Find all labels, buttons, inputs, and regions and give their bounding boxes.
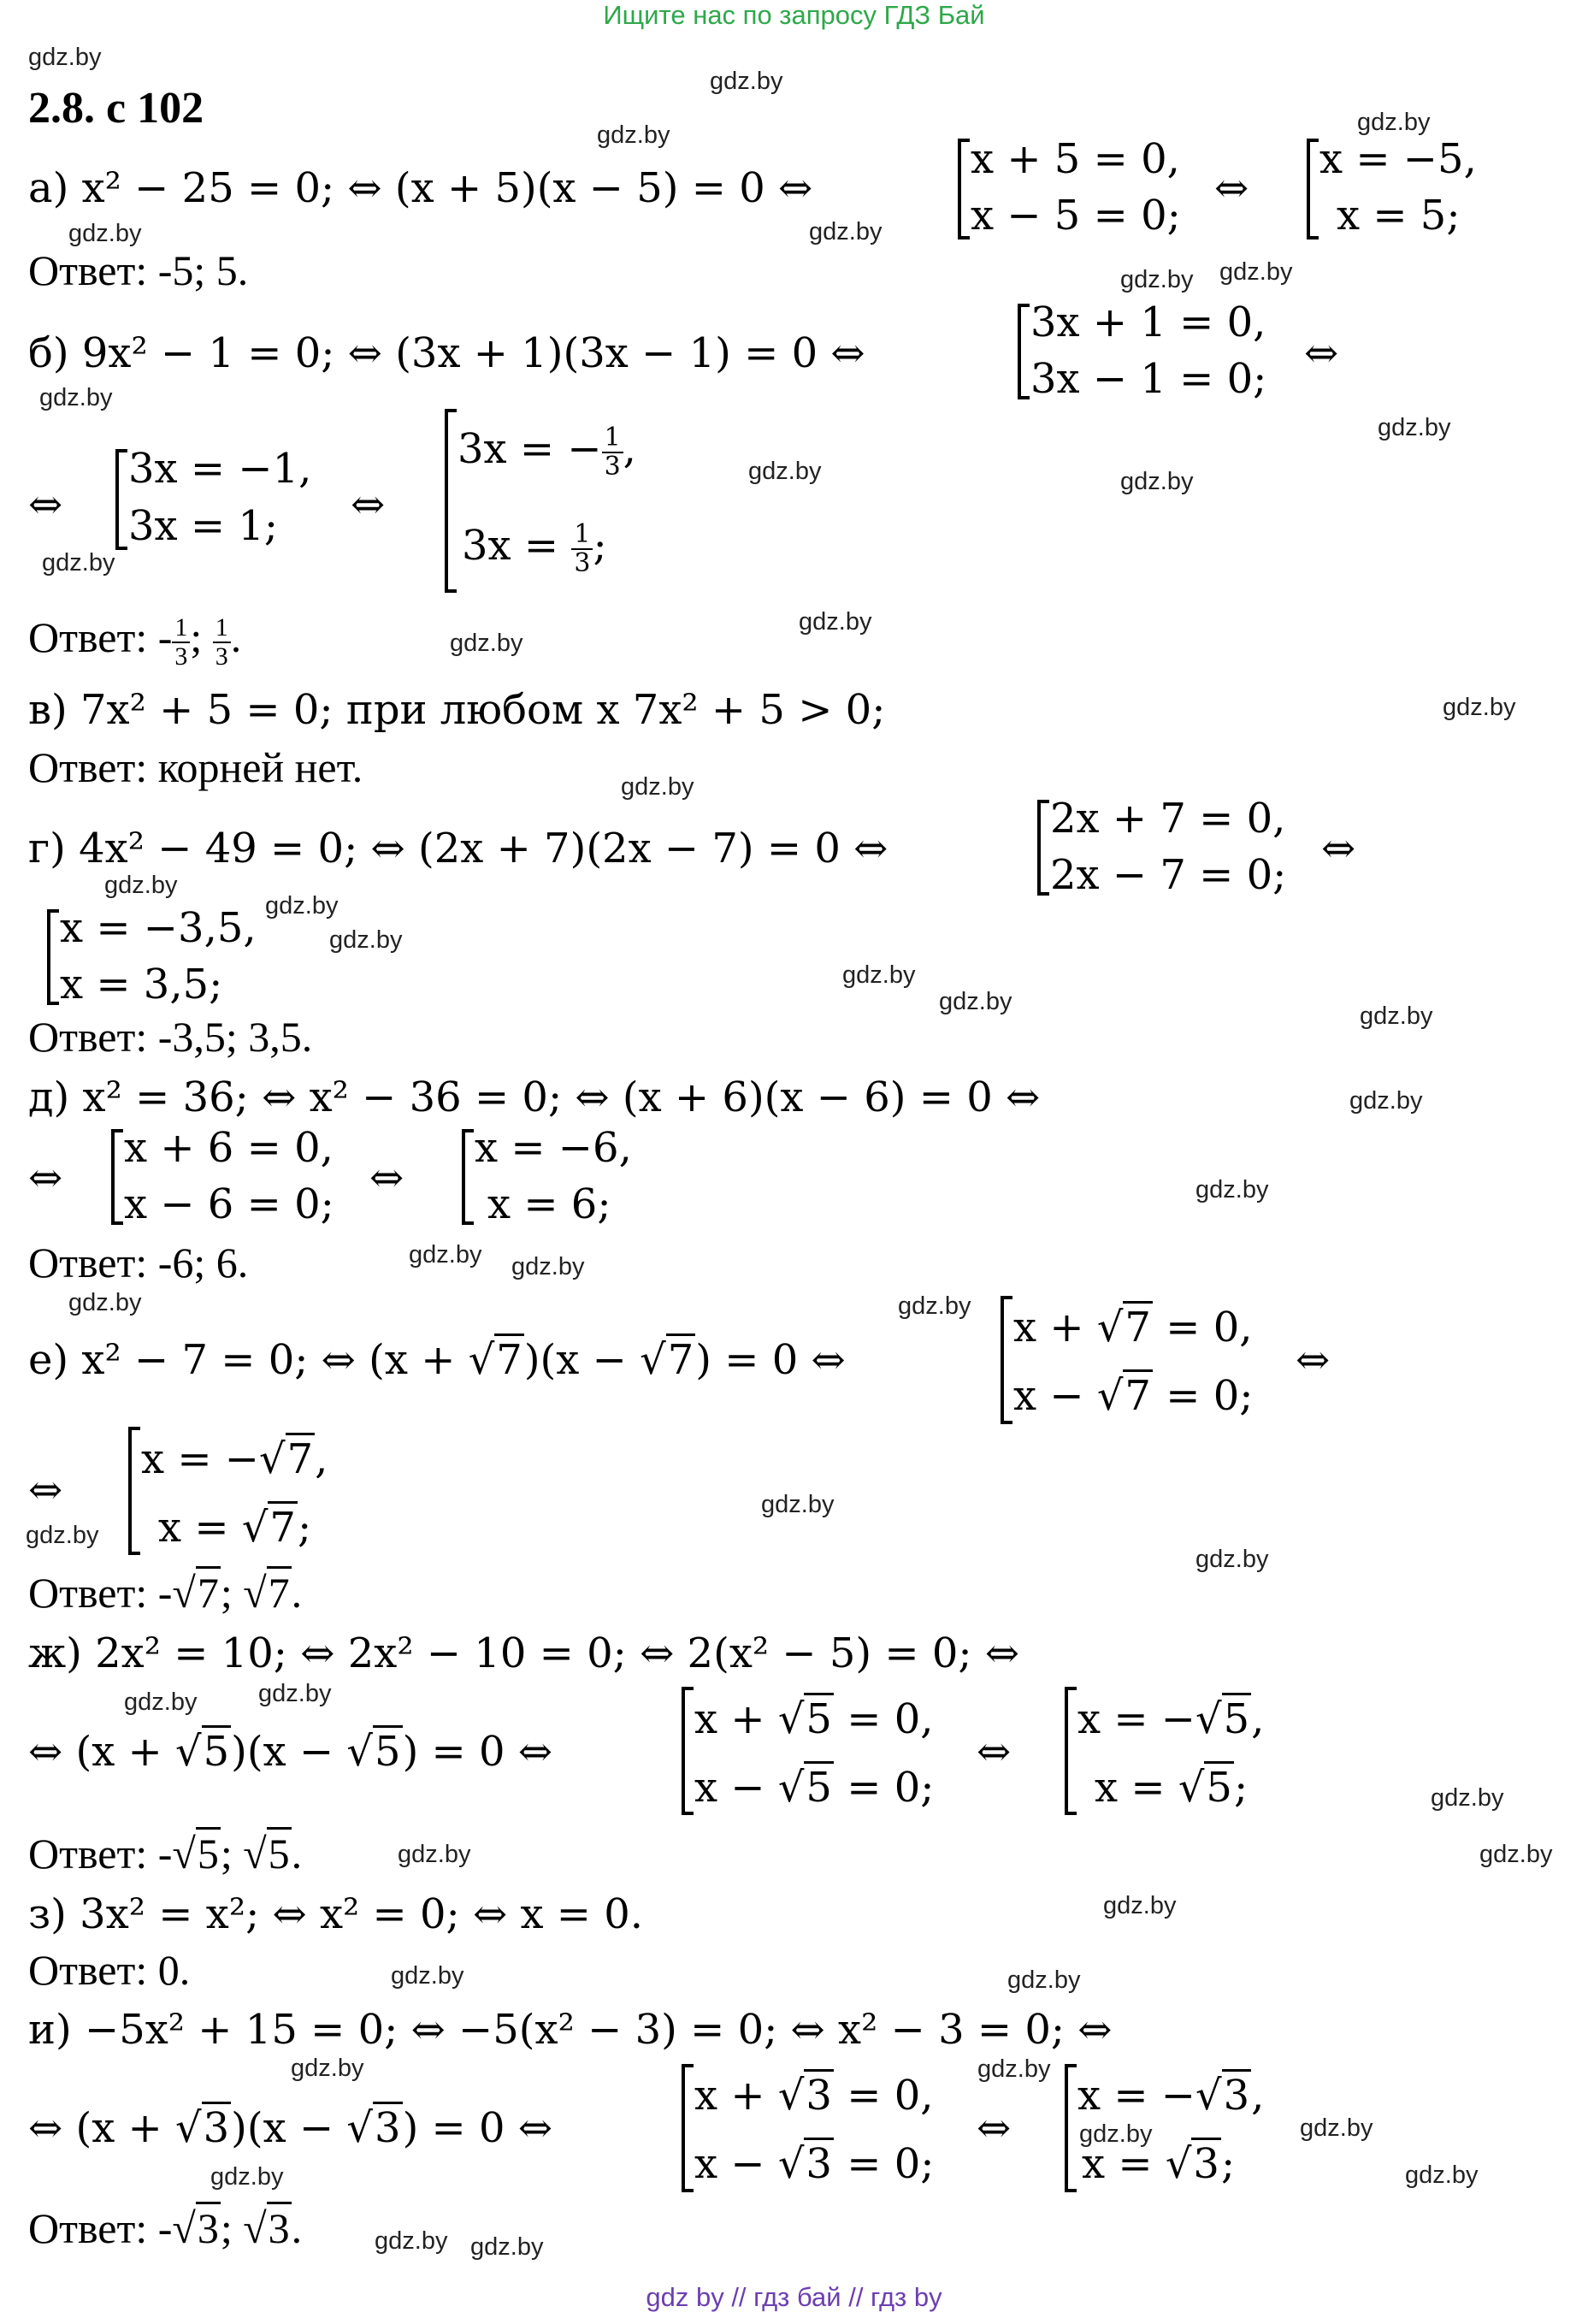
part-v-equation: в) 7x² + 5 = 0; при любом x 7x² + 5 > 0; — [28, 686, 886, 734]
watermark: gdz.by — [842, 961, 916, 989]
part-z-answer: Ответ: 0. — [28, 1946, 191, 1994]
equivalence-arrow: ⇔ — [1214, 164, 1249, 212]
watermark: gdz.by — [258, 1680, 332, 1707]
part-b-answer: Ответ: - $\frac{1}{3}$ ; $\frac{1}{3}$ . — [28, 612, 242, 671]
system-line: x + √5 = 0, — [694, 1694, 933, 1745]
system-line: 2x + 7 = 0, — [1050, 795, 1286, 843]
system-line: x + 5 = 0, — [971, 135, 1180, 183]
fraction: $\frac{1}{3}$ — [213, 614, 231, 671]
equivalence-arrow: ⇔ — [28, 1466, 63, 1514]
watermark: gdz.by — [28, 44, 102, 71]
part-d-equation: д) x² = 36; ⇔ x² − 36 = 0; ⇔ (x + 6)(x − 6) = 0 ⇔ — [28, 1073, 1041, 1121]
watermark: gdz.by — [710, 68, 783, 95]
equivalence-arrow: ⇔ — [369, 1154, 404, 1202]
watermark: gdz.by — [470, 2233, 544, 2261]
part-e-equation: е) x² − 7 = 0; ⇔ (x + √7)(x − √7) = 0 ⇔ — [28, 1334, 846, 1386]
watermark: gdz.by — [1300, 2114, 1373, 2142]
fraction: $\frac{1}{3}$ — [172, 614, 190, 671]
part-d-answer: Ответ: -6; 6. — [28, 1239, 249, 1286]
system-bracket — [47, 909, 50, 1005]
system-bracket — [1001, 1296, 1004, 1424]
watermark: gdz.by — [1120, 468, 1194, 495]
watermark: gdz.by — [450, 630, 523, 657]
watermark: gdz.by — [1195, 1176, 1269, 1203]
system-bracket — [682, 2064, 685, 2192]
part-i-answer: Ответ: -√3; √3. — [28, 2203, 302, 2254]
system-line: x = 6; — [487, 1180, 611, 1228]
system-line: 3x = $\frac{1}{3}$ ; — [462, 518, 607, 578]
equivalence-arrow: ⇔ — [28, 1154, 63, 1202]
system-bracket — [1065, 1687, 1068, 1815]
equivalence-arrow: ⇔ — [977, 1728, 1012, 1776]
watermark: gdz.by — [511, 1253, 585, 1280]
system-line: x − √3 = 0; — [694, 2138, 934, 2190]
watermark: gdz.by — [1103, 1892, 1177, 1919]
system-bracket — [682, 1687, 685, 1815]
watermark: gdz.by — [26, 1522, 99, 1549]
watermark: gdz.by — [799, 608, 872, 636]
system-line: x + √7 = 0, — [1013, 1302, 1252, 1353]
system-line: x − 5 = 0; — [971, 192, 1181, 239]
system-line: 3x = − $\frac{1}{3}$ , — [458, 422, 636, 482]
watermark: gdz.by — [1219, 258, 1293, 286]
watermark: gdz.by — [898, 1292, 971, 1320]
watermark: gdz.by — [939, 988, 1012, 1015]
system-line: x = −3,5, — [60, 904, 257, 952]
watermark: gdz.by — [977, 2055, 1051, 2083]
watermark: gdz.by — [391, 1962, 464, 1990]
footer-links[interactable]: gdz by // гдз бай // гдз by — [646, 2282, 942, 2312]
watermark: gdz.by — [1443, 694, 1516, 721]
system-bracket — [1018, 304, 1021, 399]
system-line: x − √7 = 0; — [1013, 1370, 1253, 1422]
system-line: 2x − 7 = 0; — [1050, 851, 1287, 899]
part-b-equation: б) 9x² − 1 = 0; ⇔ (3x + 1)(3x − 1) = 0 ⇔ — [28, 329, 865, 377]
equivalence-arrow: ⇔ — [28, 481, 63, 529]
system-bracket — [115, 449, 119, 550]
watermark: gdz.by — [409, 1241, 482, 1268]
part-i-factorization: ⇔ (x + √3)(x − √3) = 0 ⇔ — [28, 2102, 552, 2154]
system-line: x = 3,5; — [60, 961, 223, 1008]
watermark: gdz.by — [1349, 1087, 1423, 1115]
system-line: x = −5, — [1319, 135, 1477, 183]
part-zh-equation: ж) 2x² = 10; ⇔ 2x² − 10 = 0; ⇔ 2(x² − 5) = 0; ⇔ — [28, 1629, 1020, 1677]
system-line: x + 6 = 0, — [124, 1124, 334, 1172]
equivalence-arrow: ⇔ — [1304, 329, 1339, 377]
watermark: gdz.by — [329, 926, 403, 954]
watermark: gdz.by — [265, 892, 339, 920]
part-i-equation: и) −5x² + 15 = 0; ⇔ −5(x² − 3) = 0; ⇔ x² − 3 = 0; ⇔ — [28, 2006, 1113, 2054]
fraction: $\frac{1}{3}$ — [602, 424, 623, 481]
watermark: gdz.by — [1360, 1002, 1433, 1030]
part-e-answer: Ответ: -√7; √7. — [28, 1567, 302, 1618]
system-bracket — [462, 1129, 465, 1225]
watermark: gdz.by — [761, 1491, 835, 1518]
part-z-equation: з) 3x² = x²; ⇔ x² = 0; ⇔ x = 0. — [28, 1890, 644, 1938]
watermark: gdz.by — [68, 220, 142, 247]
watermark: gdz.by — [809, 218, 883, 245]
part-g-equation: г) 4x² − 49 = 0; ⇔ (2x + 7)(2x − 7) = 0 ⇔ — [28, 825, 888, 872]
part-zh-factorization: ⇔ (x + √5)(x − √5) = 0 ⇔ — [28, 1726, 552, 1777]
watermark: gdz.by — [1357, 109, 1431, 136]
watermark: gdz.by — [1479, 1841, 1553, 1868]
part-g-answer: Ответ: -3,5; 3,5. — [28, 1013, 313, 1061]
search-banner[interactable]: Ищите нас по запросу ГДЗ Бай — [603, 0, 985, 30]
system-line: x + √3 = 0, — [694, 2070, 933, 2121]
system-bracket — [958, 139, 961, 239]
watermark: gdz.by — [1431, 1784, 1504, 1812]
system-bracket — [1065, 2064, 1068, 2192]
watermark: gdz.by — [1195, 1546, 1269, 1573]
equivalence-arrow: ⇔ — [1321, 825, 1356, 872]
equivalence-arrow: ⇔ — [1296, 1336, 1331, 1384]
part-zh-answer: Ответ: -√5; √5. — [28, 1828, 302, 1879]
watermark: gdz.by — [1120, 266, 1194, 293]
system-line: 3x = 1; — [128, 502, 279, 550]
system-bracket — [1037, 800, 1041, 896]
part-v-answer: Ответ: корней нет. — [28, 743, 363, 791]
system-line: x − 6 = 0; — [124, 1180, 334, 1228]
watermark: gdz.by — [68, 1289, 142, 1316]
watermark: gdz.by — [398, 1841, 471, 1868]
system-line: 3x − 1 = 0; — [1030, 355, 1267, 403]
fraction: $\frac{1}{3}$ — [571, 521, 593, 577]
system-line: x = −√5, — [1077, 1694, 1264, 1745]
watermark: gdz.by — [124, 1688, 198, 1716]
equivalence-arrow: ⇔ — [351, 481, 386, 529]
system-line: x = √5; — [1095, 1762, 1248, 1813]
part-a-equation: а) x² − 25 = 0; ⇔ (x + 5)(x − 5) = 0 ⇔ — [28, 164, 813, 212]
equivalence-arrow: ⇔ — [977, 2104, 1012, 2152]
watermark: gdz.by — [39, 384, 113, 411]
watermark: gdz.by — [291, 2055, 364, 2082]
system-line: 3x = −1, — [128, 445, 312, 493]
exercise-title: 2.8. с 102 — [28, 84, 204, 133]
system-line: x = √7; — [158, 1502, 311, 1553]
system-bracket — [111, 1129, 115, 1225]
watermark: gdz.by — [1007, 1966, 1081, 1994]
watermark: gdz.by — [210, 2163, 284, 2191]
watermark: gdz.by — [1378, 414, 1451, 441]
system-line: x − √5 = 0; — [694, 1762, 934, 1813]
watermark: gdz.by — [748, 458, 822, 485]
system-bracket — [1307, 139, 1310, 239]
watermark: gdz.by — [42, 549, 115, 577]
watermark: gdz.by — [375, 2227, 448, 2255]
system-line: 3x + 1 = 0, — [1030, 299, 1266, 346]
watermark: gdz.by — [104, 872, 178, 899]
system-bracket — [128, 1427, 132, 1555]
watermark: gdz.by — [597, 121, 670, 149]
system-bracket — [445, 409, 448, 593]
part-a-answer: Ответ: -5; 5. — [28, 246, 249, 294]
system-line: x = −6, — [475, 1124, 632, 1172]
system-line: x = √3; — [1082, 2138, 1235, 2190]
watermark: gdz.by — [621, 773, 694, 801]
system-line: x = −√7, — [141, 1434, 328, 1485]
watermark: gdz.by — [1405, 2161, 1479, 2189]
system-line: x = −√3, — [1077, 2070, 1264, 2121]
watermark: gdz.by — [1079, 2120, 1153, 2148]
system-line: x = 5; — [1337, 192, 1461, 239]
